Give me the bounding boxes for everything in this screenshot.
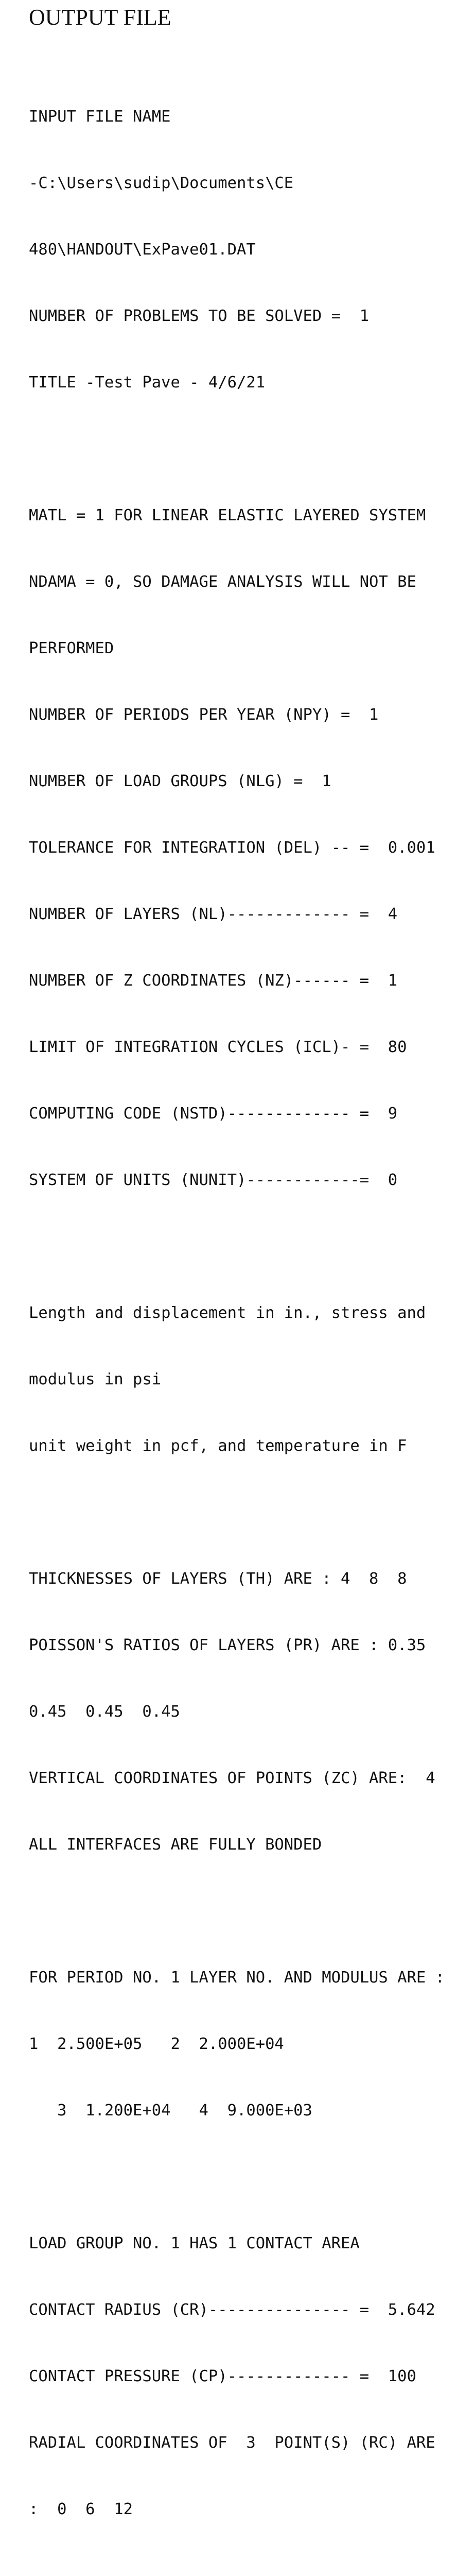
text-line: NUMBER OF Z COORDINATES (NZ)------ = 1	[29, 972, 398, 990]
text-line: TITLE -Test Pave - 4/6/21	[29, 374, 266, 392]
text-line: POISSON'S RATIOS OF LAYERS (PR) ARE : 0.35	[29, 1636, 426, 1654]
blank-line	[29, 2565, 471, 2576]
document-title: OUTPUT FILE	[29, 5, 171, 30]
blank-line	[29, 2166, 471, 2188]
text-line: PERFORMED	[29, 639, 114, 657]
text-line: unit weight in pcf, and temperature in F	[29, 1437, 407, 1455]
text-line: modulus in psi	[29, 1370, 162, 1388]
text-line: FOR PERIOD NO. 1 LAYER NO. AND MODULUS ARE :	[29, 1969, 445, 1987]
blank-line	[29, 1235, 471, 1258]
text-line: NUMBER OF LAYERS (NL)------------- = 4	[29, 905, 398, 923]
text-line: CONTACT PRESSURE (CP)------------- = 100	[29, 2367, 416, 2385]
text-line: NUMBER OF PROBLEMS TO BE SOLVED = 1	[29, 307, 370, 325]
text-line: TOLERANCE FOR INTEGRATION (DEL) -- = 0.001	[29, 839, 435, 857]
text-line: THICKNESSES OF LAYERS (TH) ARE : 4 8 8	[29, 1570, 407, 1588]
text-line: -C:\Users\sudip\Documents\CE	[29, 174, 294, 192]
text-line: : 0 6 12	[29, 2500, 133, 2518]
text-line: NUMBER OF LOAD GROUPS (NLG) = 1	[29, 772, 331, 790]
text-line: 3 1.200E+04 4 9.000E+03	[29, 2102, 312, 2120]
text-line: Length and displacement in in., stress and	[29, 1304, 426, 1322]
text-line: 1 2.500E+05 2 2.000E+04	[29, 2035, 284, 2053]
blank-line	[29, 1900, 471, 1922]
text-line: NDAMA = 0, SO DAMAGE ANALYSIS WILL NOT BE	[29, 573, 416, 591]
text-line: NUMBER OF PERIODS PER YEAR (NPY) = 1	[29, 706, 379, 724]
text-line: ALL INTERFACES ARE FULLY BONDED	[29, 1836, 322, 1854]
text-line: INPUT FILE NAME	[29, 108, 171, 126]
text-line: SYSTEM OF UNITS (NUNIT)------------= 0	[29, 1171, 398, 1189]
text-line: VERTICAL COORDINATES OF POINTS (ZC) ARE: 4	[29, 1769, 435, 1787]
text-line: RADIAL COORDINATES OF 3 POINT(S) (RC) ARE	[29, 2434, 435, 2452]
text-line: 480\HANDOUT\ExPave01.DAT	[29, 241, 256, 259]
text-line: COMPUTING CODE (NSTD)------------- = 9	[29, 1105, 398, 1123]
blank-line	[29, 1501, 471, 1523]
blank-line	[29, 438, 471, 460]
text-line: LIMIT OF INTEGRATION CYCLES (ICL)- = 80	[29, 1038, 407, 1056]
text-line: MATL = 1 FOR LINEAR ELASTIC LAYERED SYSTEM	[29, 506, 426, 524]
text-line: LOAD GROUP NO. 1 HAS 1 CONTACT AREA	[29, 2234, 360, 2252]
text-line: CONTACT RADIUS (CR)--------------- = 5.642	[29, 2301, 435, 2319]
output-file-content	[29, 61, 471, 2576]
text-line: 0.45 0.45 0.45	[29, 1703, 180, 1721]
